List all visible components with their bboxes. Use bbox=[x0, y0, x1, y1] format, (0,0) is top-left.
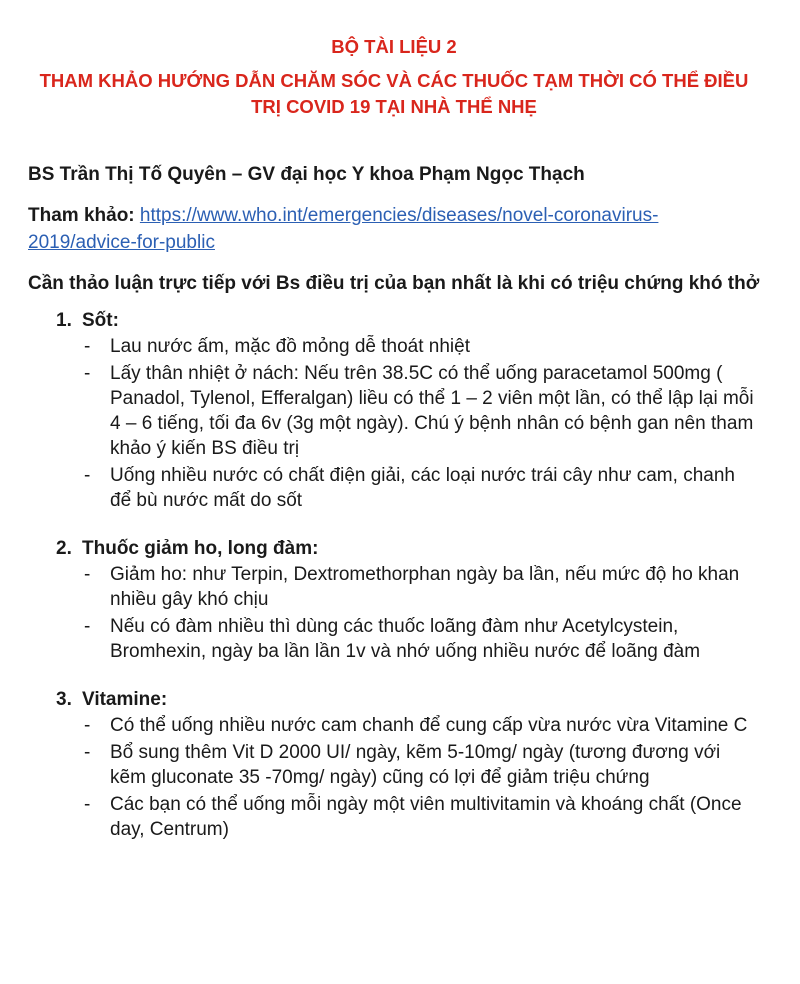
list-item bbox=[84, 361, 760, 461]
section-heading bbox=[28, 686, 760, 713]
section-number: 3. bbox=[56, 689, 72, 710]
section-vitamins bbox=[28, 686, 760, 842]
reference-label: Tham khảo: bbox=[28, 205, 135, 226]
dash-bullet: - bbox=[84, 794, 91, 815]
section-number: 2. bbox=[56, 538, 72, 559]
dash-bullet: - bbox=[84, 336, 91, 357]
list-item bbox=[84, 740, 760, 790]
document-set-title: BỘ TÀI LIỆU 2 bbox=[331, 36, 457, 57]
list-item-text: Lấy thân nhiệt ở nách: Nếu trên 38.5C có thể uống paracetamol 500mg ( Panadol, Tylenol, Efferalgan) liều có thể 1 – 2 viên một lần, có thể lập lại mỗi 4 – 6 tiếng, tối đa 6v (3g một ngày). Chú ý bệnh nhân có bệnh gan nên tham khảo ý kiến BS điều trị bbox=[110, 363, 754, 459]
list-item-text: Có thể uống nhiều nước cam chanh để cung cấp vừa nước vừa Vitamine C bbox=[110, 715, 748, 736]
section-number: 1. bbox=[56, 310, 72, 331]
bullet-list bbox=[28, 713, 760, 842]
bullet-list bbox=[28, 562, 760, 664]
section-heading bbox=[28, 535, 760, 562]
list-item bbox=[84, 562, 760, 612]
dash-bullet: - bbox=[84, 564, 91, 585]
list-item-text: Lau nước ấm, mặc đồ mỏng dễ thoát nhiệt bbox=[110, 336, 470, 357]
list-item bbox=[84, 463, 760, 513]
document-main-title: THAM KHẢO HƯỚNG DẪN CHĂM SÓC VÀ CÁC THUỐC TẠM THỜI CÓ THỂ ĐIỀU TRỊ COVID 19 TẠI NHÀ THỂ NHẸ bbox=[39, 70, 749, 117]
dash-bullet: - bbox=[84, 465, 91, 486]
author-line: BS Trần Thị Tố Quyên – GV đại học Y khoa Phạm Ngọc Thạch bbox=[28, 164, 585, 185]
section-title: Vitamine: bbox=[82, 689, 168, 710]
list-item-text: Giảm ho: như Terpin, Dextromethorphan ngày ba lần, nếu mức độ ho khan nhiều gây khó chịu bbox=[110, 564, 740, 610]
dash-bullet: - bbox=[84, 715, 91, 736]
advice-note: Cần thảo luận trực tiếp với Bs điều trị của bạn nhất là khi có triệu chứng khó thở bbox=[28, 273, 760, 294]
list-item-text: Nếu có đàm nhiều thì dùng các thuốc loãng đàm như Acetylcystein, Bromhexin, ngày ba lần lần 1v và nhớ uống nhiều nước để loãng đàm bbox=[110, 616, 701, 662]
list-item bbox=[84, 334, 760, 359]
list-item-text: Uống nhiều nước có chất điện giải, các loại nước trái cây như cam, chanh để bù nước mất do sốt bbox=[110, 465, 735, 511]
section-title: Sốt: bbox=[82, 310, 119, 331]
section-heading bbox=[28, 307, 760, 334]
bullet-list bbox=[28, 334, 760, 513]
list-item bbox=[84, 713, 760, 738]
dash-bullet: - bbox=[84, 616, 91, 637]
list-item-text: Bổ sung thêm Vit D 2000 UI/ ngày, kẽm 5-10mg/ ngày (tương đương với kẽm gluconate 35 -70mg/ ngày) cũng có lợi để giảm triệu chứng bbox=[110, 742, 721, 788]
reference-line bbox=[28, 202, 760, 256]
reference-link[interactable]: https://www.who.int/emergencies/diseases/novel-coronavirus-2019/advice-for-public bbox=[28, 205, 659, 253]
section-title: Thuốc giảm ho, long đàm: bbox=[82, 538, 319, 559]
dash-bullet: - bbox=[84, 363, 91, 384]
dash-bullet: - bbox=[84, 742, 91, 763]
section-cough-medicine bbox=[28, 535, 760, 664]
section-fever bbox=[28, 307, 760, 513]
list-item bbox=[84, 792, 760, 842]
list-item-text: Các bạn có thể uống mỗi ngày một viên multivitamin và khoáng chất (Once day, Centrum) bbox=[110, 794, 742, 840]
list-item bbox=[84, 614, 760, 664]
